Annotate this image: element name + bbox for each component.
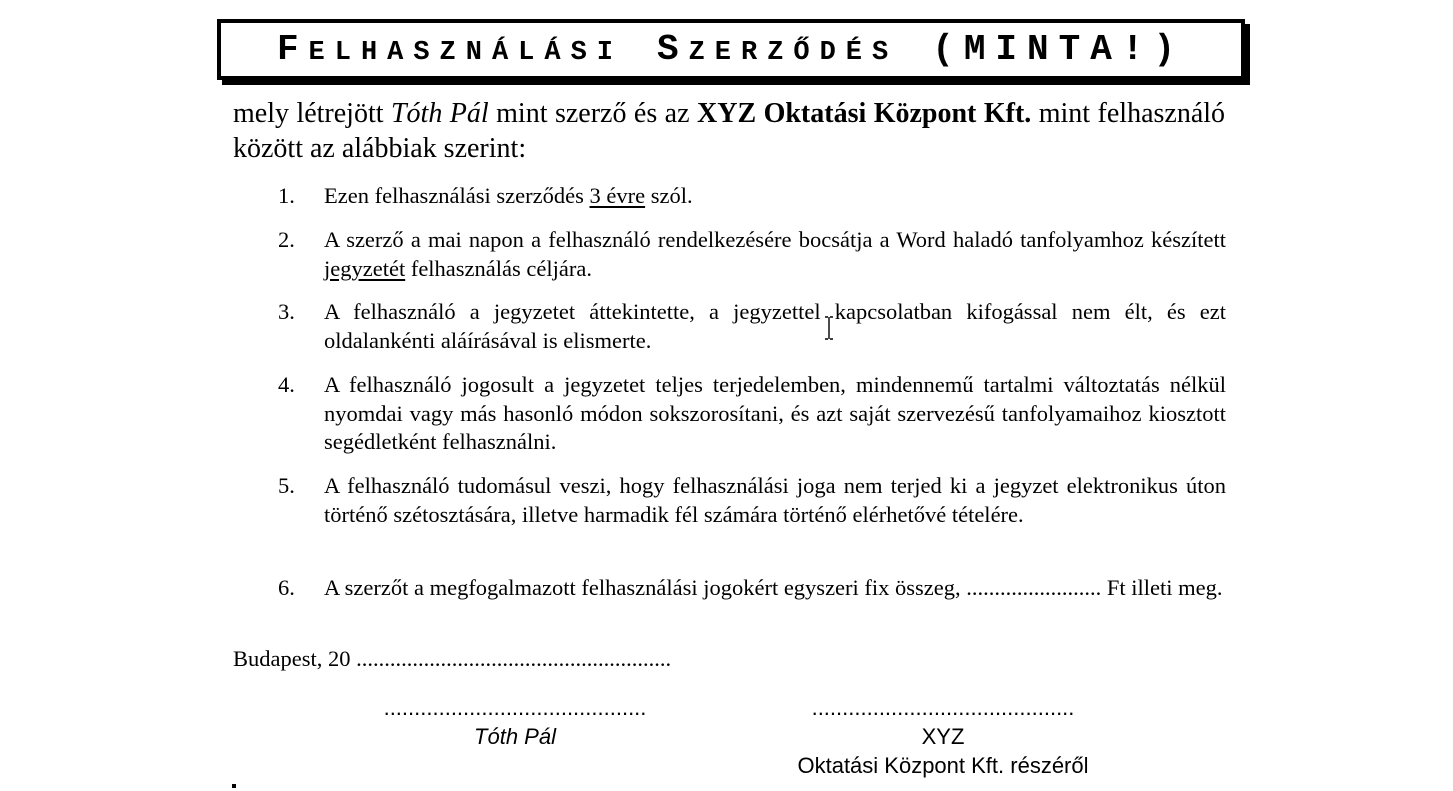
list-item-number: 1. xyxy=(278,183,295,208)
signature-line: ........................................... xyxy=(383,695,647,720)
title-sample-note: (MINTA!) xyxy=(932,29,1186,70)
page-mark xyxy=(232,784,236,788)
list-item-number: 6. xyxy=(278,575,295,600)
signature-line: ........................................... xyxy=(811,695,1075,720)
text-cursor-icon xyxy=(823,316,835,340)
underlined-term: jegyzetét xyxy=(324,255,406,281)
list-item-text: A felhasználó a jegyzetet áttekintette, a jegyzettel kapcsolatban kifogással nem élt, és ezt oldalankénti aláírásával is elismerte. xyxy=(324,299,1226,353)
document-title xyxy=(217,19,1245,80)
signature-org: Oktatási Központ Kft. részéről xyxy=(797,753,1089,778)
list-item-number: 4. xyxy=(278,372,295,397)
intro-paragraph: mely létrejött Tóth Pál mint szerző és az XYZ Oktatási Központ Kft. mint felhasználó között az alábbiak szerint: xyxy=(233,98,1226,164)
list-item-text: A szerző a mai napon a felhasználó rendelkezésére bocsátja a Word haladó tanfolyamhoz készített jegyzetét felhasználás céljára. xyxy=(324,227,1226,281)
signature-name: Tóth Pál xyxy=(474,724,556,749)
author-name: Tóth Pál xyxy=(390,98,489,129)
list-item-text: A szerzőt a megfogalmazott felhasználási jogokért egyszeri fix összeg, ........................ Ft illeti meg. xyxy=(324,575,1223,600)
title-word-1: FELHASZNÁLÁSI xyxy=(276,29,623,70)
title-word-2: SZERZŐDÉS xyxy=(656,29,899,70)
signature-name: XYZ xyxy=(921,724,965,749)
place-date-line: Budapest, 20 ........................................................ xyxy=(233,646,672,671)
signature-author xyxy=(360,693,670,751)
signature-company xyxy=(775,693,1111,780)
list-item-number: 3. xyxy=(278,299,295,324)
list-item-number: 5. xyxy=(278,473,295,498)
company-name: XYZ Oktatási Központ Kft. xyxy=(697,98,1032,129)
list-item-text: A felhasználó tudomásul veszi, hogy felhasználási joga nem terjed ki a jegyzet elektronikus úton történő szétosztására, illetve harmadik fél számára történő elérhetővé tételére. xyxy=(324,473,1226,527)
underlined-term: 3 évre xyxy=(589,183,646,208)
list-item-number: 2. xyxy=(278,227,295,252)
list-item-text: A felhasználó jogosult a jegyzetet teljes terjedelemben, mindennemű tartalmi változtatás nélkül nyomdai vagy más hasonló módon sokszorosítani, és azt saját szervezésű tanfolyamaihoz kiosztott segédletként felhasználni. xyxy=(324,372,1226,454)
list-item-text: Ezen felhasználási szerződés 3 évre szól. xyxy=(324,183,693,208)
